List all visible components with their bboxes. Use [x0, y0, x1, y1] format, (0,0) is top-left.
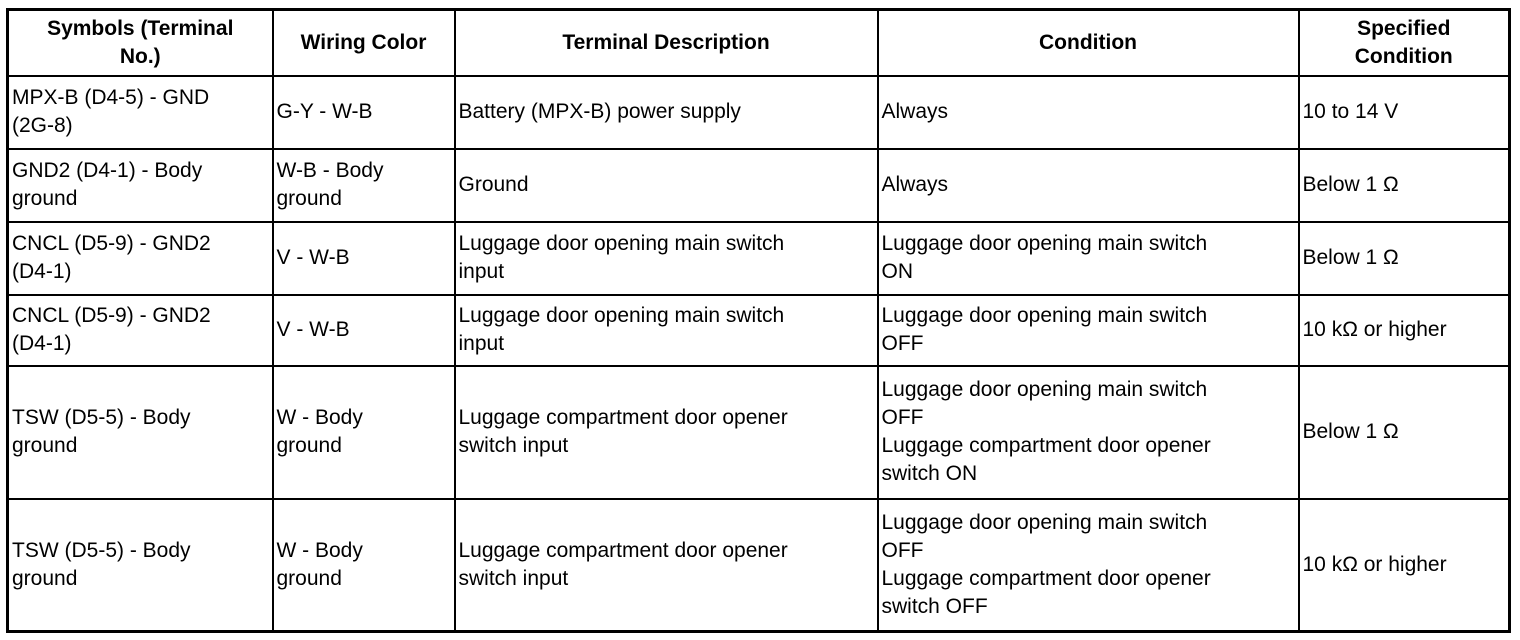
cell-condition: Luggage door opening main switch OFF — [878, 295, 1299, 366]
cell-specified-condition: Below 1 Ω — [1299, 222, 1510, 295]
cell-wiring-color: W-B - Body ground — [273, 149, 455, 222]
cell-terminal-description: Luggage compartment door opener switch input — [455, 366, 878, 499]
cell-symbols: TSW (D5-5) - Body ground — [8, 499, 273, 632]
cell-symbols: GND2 (D4-1) - Body ground — [8, 149, 273, 222]
cell-specified-condition: Below 1 Ω — [1299, 366, 1510, 499]
cell-condition: Luggage door opening main switch OFF Luggage compartment door opener switch OFF — [878, 499, 1299, 632]
table-row — [8, 499, 1510, 632]
cell-symbols: CNCL (D5-9) - GND2 (D4-1) — [8, 222, 273, 295]
cell-wiring-color: V - W-B — [273, 222, 455, 295]
table-row — [8, 222, 1510, 295]
table-row — [8, 149, 1510, 222]
cell-specified-condition: 10 kΩ or higher — [1299, 295, 1510, 366]
table-row — [8, 295, 1510, 366]
cell-condition: Luggage door opening main switch OFF Luggage compartment door opener switch ON — [878, 366, 1299, 499]
table-row — [8, 366, 1510, 499]
cell-specified-condition: 10 kΩ or higher — [1299, 499, 1510, 632]
cell-wiring-color: W - Body ground — [273, 499, 455, 632]
cell-specified-condition: Below 1 Ω — [1299, 149, 1510, 222]
cell-terminal-description: Luggage door opening main switch input — [455, 222, 878, 295]
cell-symbols: CNCL (D5-9) - GND2 (D4-1) — [8, 295, 273, 366]
terminal-spec-table — [6, 8, 1511, 633]
cell-terminal-description: Luggage compartment door opener switch input — [455, 499, 878, 632]
cell-condition: Luggage door opening main switch ON — [878, 222, 1299, 295]
cell-condition: Always — [878, 76, 1299, 149]
cell-symbols: TSW (D5-5) - Body ground — [8, 366, 273, 499]
cell-terminal-description: Battery (MPX-B) power supply — [455, 76, 878, 149]
header-specified-condition: Specified Condition — [1299, 10, 1510, 76]
header-symbols: Symbols (Terminal No.) — [8, 10, 273, 76]
cell-symbols: MPX-B (D4-5) - GND (2G-8) — [8, 76, 273, 149]
cell-specified-condition: 10 to 14 V — [1299, 76, 1510, 149]
cell-terminal-description: Luggage door opening main switch input — [455, 295, 878, 366]
cell-wiring-color: V - W-B — [273, 295, 455, 366]
cell-wiring-color: W - Body ground — [273, 366, 455, 499]
cell-wiring-color: G-Y - W-B — [273, 76, 455, 149]
cell-terminal-description: Ground — [455, 149, 878, 222]
cell-condition: Always — [878, 149, 1299, 222]
header-terminal-description: Terminal Description — [455, 10, 878, 76]
header-condition: Condition — [878, 10, 1299, 76]
header-wiring-color: Wiring Color — [273, 10, 455, 76]
header-row — [8, 10, 1510, 76]
table-row — [8, 76, 1510, 149]
